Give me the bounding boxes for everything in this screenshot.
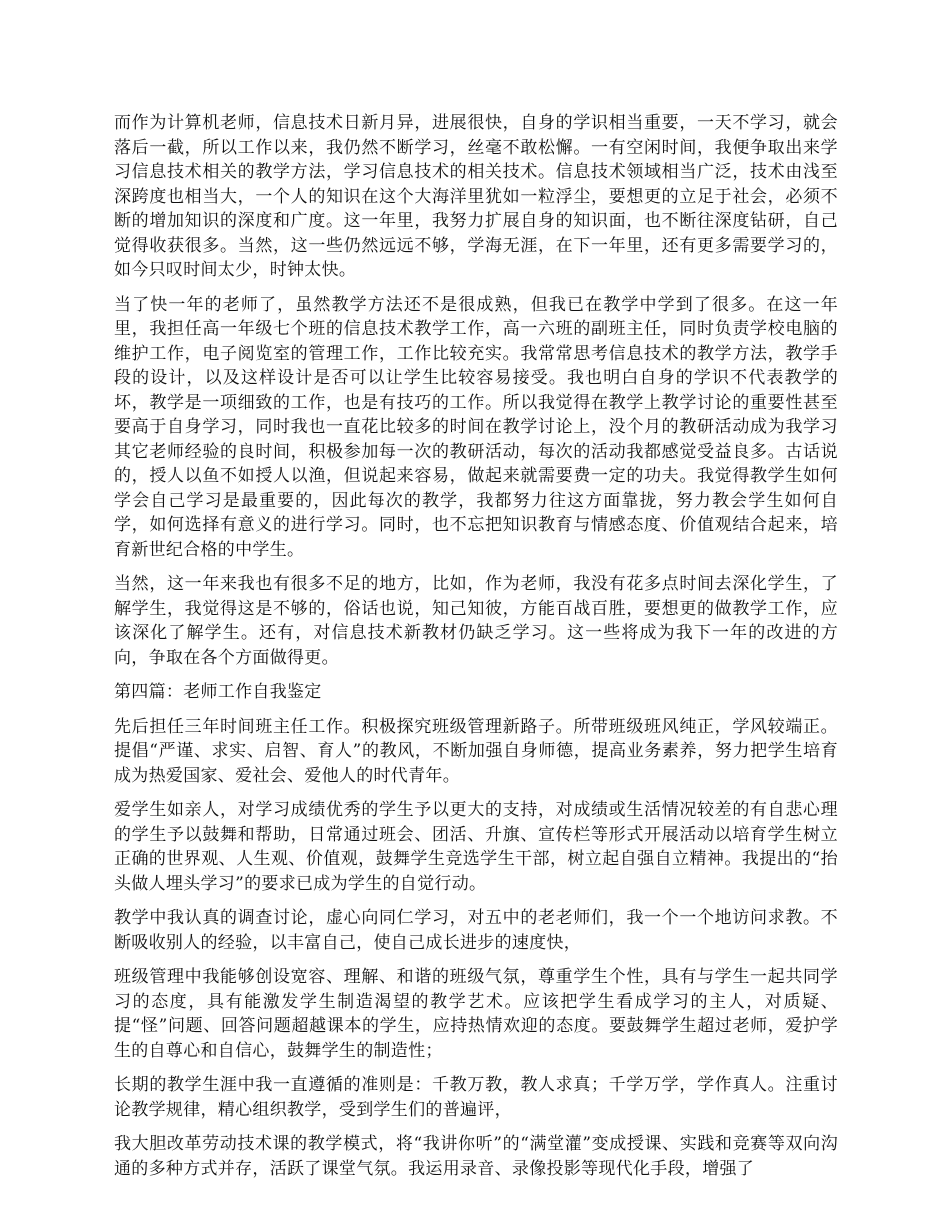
paragraph-learning-from-colleagues: 教学中我认真的调查讨论，虚心向同仁学习，对五中的老老师们，我一个一个地访问求教。不断吸收别人的经验，以丰富自己，使自己成长进步的速度快， (114, 908, 838, 953)
paragraph-class-teacher-work: 先后担任三年时间班主任工作。积极探究班级管理新路子。所带班级班风纯正，学风较端正。提倡“严谨、求实、启智、育人”的教风，不断加强自身师德，提高业务素养，努力把学生培育成为热爱国家、爱社会、爱他人的时代青年。 (114, 716, 838, 786)
paragraph-teaching-reform: 我大胆改革劳动技术课的教学模式，将“我讲你听”的“满堂灌”变成授课、实践和竞赛等双向沟通的多种方式并存，活跃了课堂气氛。我运用录音、录像投影等现代化手段，增强了 (114, 1134, 838, 1179)
paragraph-shortcomings: 当然，这一年来我也有很多不足的地方，比如，作为老师，我没有花多点时间去深化学生，了解学生，我觉得这是不够的，俗话也说，知己知彼，方能百战百胜，要想更的做教学工作，应该深化了解学生。还有，对信息技术新教材仍缺乏学习。这一些将成为我下一年的改进的方向，争取在各个方面做得更。 (114, 574, 838, 668)
paragraph-it-teacher-learning: 而作为计算机老师，信息技术日新月异，进展很快，自身的学识相当重要，一天不学习，就会落后一截，所以工作以来，我仍然不断学习，丝毫不敢松懈。一有空闲时间，我便争取出来学习信息技术相关的教学方法，学习信息技术的相关技术。信息技术领域相当广泛，技术由浅至深跨度也相当大，一个人的知识在这个大海洋里犹如一粒浮尘，要想更的立足于社会，必须不断的增加知识的深度和广度。这一年里，我努力扩展自身的知识面，也不断往深度钻研，自己觉得收获很多。当然，这一些仍然远远不够，学海无涯，在下一年里，还有更多需要学习的，如今只叹时间太少，时钟太快。 (114, 113, 838, 280)
document-page (114, 111, 838, 1191)
paragraph-first-year-teaching: 当了快一年的老师了，虽然教学方法还不是很成熟，但我已在教学中学到了很多。在这一年里，我担任高一年级七个班的信息技术教学工作，高一六班的副班主任，同时负责学校电脑的维护工作，电子阅览室的管理工作，工作比较充实。我常常思考信息技术的教学方法，教学手段的设计，以及这样设计是否可以让学生比较容易接受。我也明白自身的学识不代表教学的坏，教学是一项细致的工作，也是有技巧的工作。所以我觉得在教学上教学讨论的重要性甚至要高于自身学习，同时我也一直花比较多的时间在教学讨论上，没个月的教研活动成为我学习其它老师经验的良时间，积极参加每一次的教研活动，每次的活动我都感觉受益良多。古话说的，授人以鱼不如授人以渔，但说起来容易，做起来就需要费一定的功夫。我觉得教学生如何学会自己学习是最重要的，因此每次的教学，我都努力往这方面靠拢，努力教会学生如何自学，如何选择有意义的进行学习。同时，也不忘把知识教育与情感态度、价值观结合起来，培育新世纪合格的中学生。 (114, 294, 838, 560)
section-heading: 第四篇：老师工作自我鉴定 (114, 682, 322, 702)
paragraph-caring-for-students: 爱学生如亲人，对学习成绩优秀的学生予以更大的支持，对成绩或生活情况较差的有自悲心理的学生予以鼓舞和帮助，日常通过班会、团活、升旗、宣传栏等形式开展活动以培育学生树立正确的世界观、人生观、价值观，鼓舞学生竞选学生干部，树立起自强自立精神。我提出的“抬头做人埋头学习”的要求已成为学生的自觉行动。 (114, 800, 838, 894)
paragraph-class-management: 班级管理中我能够创设宽容、理解、和谐的班级气氛，尊重学生个性，具有与学生一起共同学习的态度，具有能激发学生制造渴望的教学艺术。应该把学生看成学习的主人，对质疑、提“怪”问题、回答问题超越课本的学生，应持热情欢迎的态度。要鼓舞学生超过老师，爱护学生的自尊心和自信心，鼓舞学生的制造性； (114, 967, 838, 1061)
paragraph-teaching-principles: 长期的教学生涯中我一直遵循的准则是：千教万教，教人求真；千学万学，学作真人。注重讨论教学规律，精心组织教学，受到学生们的普遍评， (114, 1075, 838, 1120)
